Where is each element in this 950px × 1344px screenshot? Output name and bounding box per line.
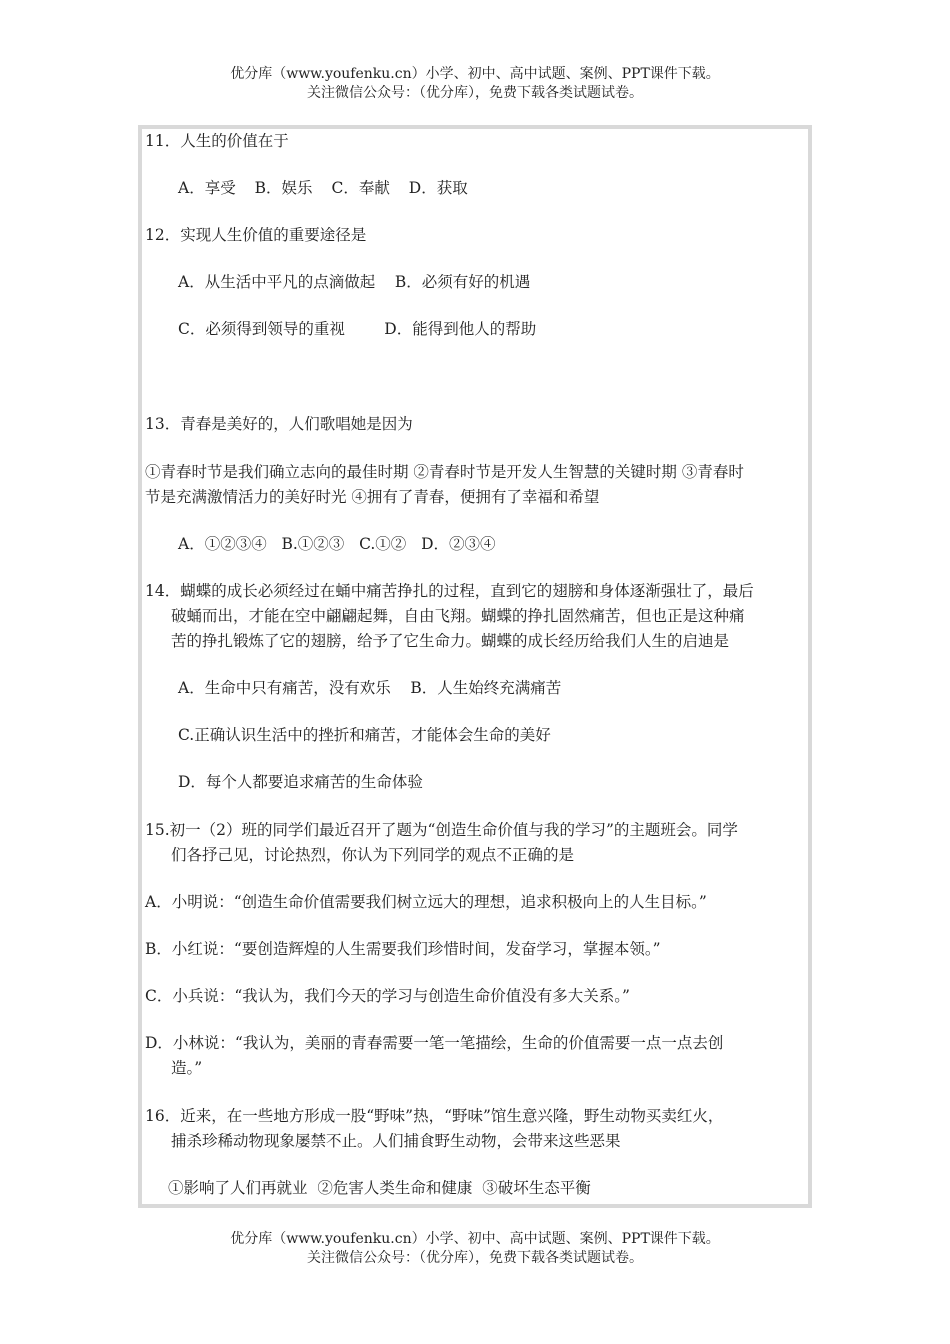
q11-option-b: B．娱乐 bbox=[254, 179, 313, 197]
q15-option-d-line-1: D．小林说：“我认为，美丽的青春需要一笔一笔描绘，生命的价值需要一点一点去创 bbox=[145, 1034, 724, 1052]
q16-stem-line-1: 16．近来，在一些地方形成一股“野味”热，“野味”馆生意兴隆，野生动物买卖红火， bbox=[145, 1107, 724, 1125]
footer-line-2: 关注微信公众号：（优分库），免费下载各类试题试卷。 bbox=[307, 1250, 643, 1266]
q13-stem: 13．青春是美好的，人们歌唱她是因为 bbox=[145, 415, 413, 433]
q14-stem-line-1: 14．蝴蝶的成长必须经过在蛹中痛苦挣扎的过程，直到它的翅膀和身体逐渐强壮了，最后 bbox=[145, 582, 754, 600]
header-line-2: 关注微信公众号：（优分库），免费下载各类试题试卷。 bbox=[307, 85, 643, 101]
q15-stem-line-2: 们各抒己见，讨论热烈，你认为下列同学的观点不正确的是 bbox=[171, 846, 575, 864]
header-line-1: 优分库（www.youfenku.cn）小学、初中、高中试题、案例、PPT课件下载。 bbox=[230, 66, 720, 82]
q11-stem: 11．人生的价值在于 bbox=[145, 132, 289, 150]
q14-option-d: D．每个人都要追求痛苦的生命体验 bbox=[178, 773, 423, 791]
page-header bbox=[0, 65, 950, 103]
q12-options-row-2: C．必须得到领导的重视 D．能得到他人的帮助 bbox=[178, 320, 537, 338]
q15-option-c: C．小兵说：“我认为，我们今天的学习与创造生命价值没有多大关系。” bbox=[145, 987, 630, 1005]
q12-stem: 12．实现人生价值的重要途径是 bbox=[145, 226, 367, 244]
q14-stem bbox=[145, 579, 754, 654]
q16-stem-line-2: 捕杀珍稀动物现象屡禁不止。人们捕食野生动物，会带来这些恶果 bbox=[171, 1132, 621, 1150]
q16-stem bbox=[145, 1104, 723, 1154]
q15-option-d-line-2: 造。” bbox=[171, 1059, 203, 1077]
q15-stem-line-1: 15.初一（2）班的同学们最近召开了题为“创造生命价值与我的学习”的主题班会。同学 bbox=[145, 821, 738, 839]
q13-options: A．①②③④ B.①②③ C.①② D．②③④ bbox=[178, 535, 496, 553]
q14-stem-line-2: 破蛹而出，才能在空中翩翩起舞，自由飞翔。蝴蝶的挣扎固然痛苦，但也正是这种痛 bbox=[171, 607, 745, 625]
q15-stem bbox=[145, 818, 738, 868]
q12-options-row-1: A．从生活中平凡的点滴做起 B．必须有好的机遇 bbox=[178, 273, 531, 291]
q15-option-a: A．小明说：“创造生命价值需要我们树立远大的理想，追求积极向上的人生目标。” bbox=[145, 893, 707, 911]
q14-option-c: C.正确认识生活中的挫折和痛苦，才能体会生命的美好 bbox=[178, 726, 551, 744]
page-footer bbox=[0, 1230, 950, 1268]
q14-options-a-b: A．生命中只有痛苦，没有欢乐 B．人生始终充满痛苦 bbox=[178, 679, 562, 697]
q13-items-line-1: ①青春时节是我们确立志向的最佳时期 ②青春时节是开发人生智慧的关键时期 ③青春时 bbox=[145, 463, 744, 481]
q14-stem-line-3: 苦的挣扎锻炼了它的翅膀，给予了它生命力。蝴蝶的成长经历给我们人生的启迪是 bbox=[171, 632, 730, 650]
q11-option-c: C．奉献 bbox=[331, 179, 390, 197]
q11-option-d: D．获取 bbox=[408, 179, 468, 197]
q11-options bbox=[178, 176, 482, 200]
q15-option-b: B．小红说：“要创造辉煌的人生需要我们珍惜时间，发奋学习，掌握本领。” bbox=[145, 940, 661, 958]
footer-line-1: 优分库（www.youfenku.cn）小学、初中、高中试题、案例、PPT课件下载。 bbox=[230, 1231, 720, 1247]
q13-items-line-2: 节是充满激情活力的美好时光 ④拥有了青春，便拥有了幸福和希望 bbox=[145, 488, 600, 506]
q16-items: ①影响了人们再就业 ②危害人类生命和健康 ③破坏生态平衡 bbox=[168, 1179, 591, 1197]
q15-option-d bbox=[145, 1031, 723, 1081]
q11-option-a: A．享受 bbox=[178, 179, 236, 197]
